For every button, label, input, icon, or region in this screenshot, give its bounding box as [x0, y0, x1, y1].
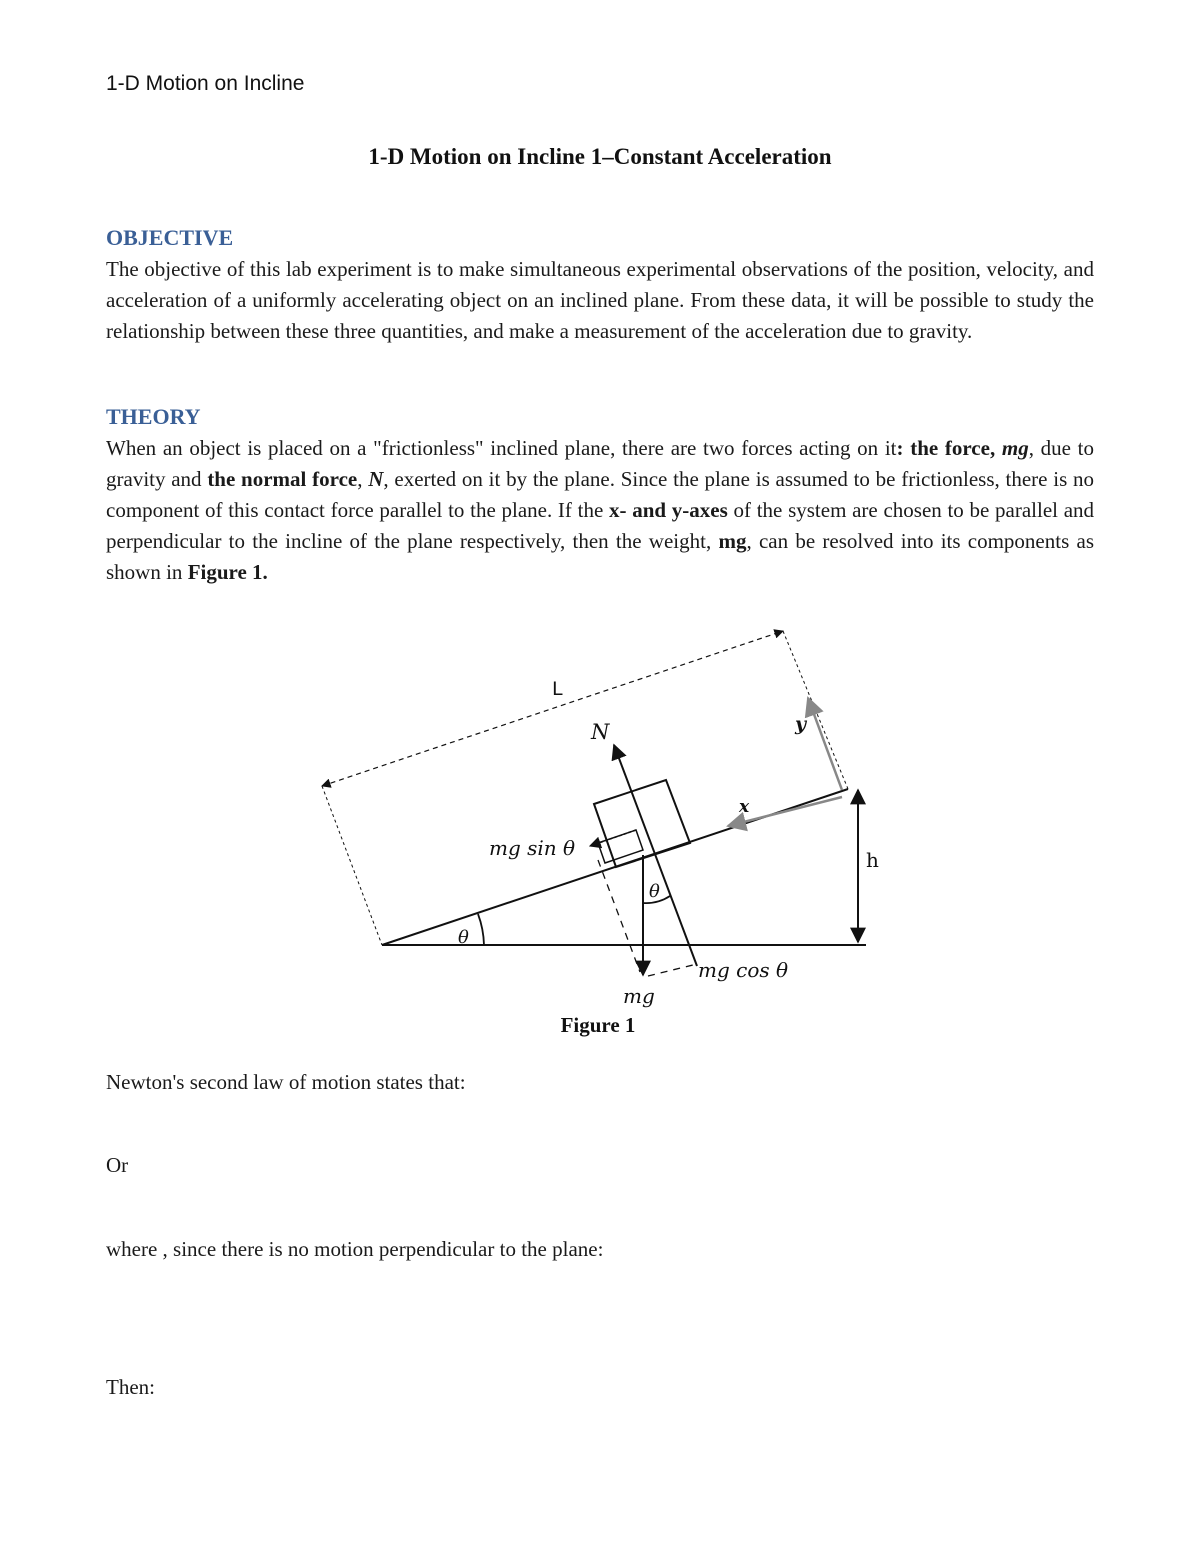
mg-cos-label: mg cos θ: [698, 958, 789, 982]
y-axis-arrow: [808, 698, 842, 790]
theory-N-term: N: [368, 467, 384, 491]
theory-y-term: y-axes: [671, 498, 728, 522]
incline-diagram: [300, 615, 900, 1015]
objective-paragraph: The objective of this lab experiment is to make simultaneous experimental observations of the position, velocity, and acceleration of a uniformly accelerating object on an inclined plane. From these data, it will be possible to study the relationship between these three quantities, and make a measurement of the acceleration due to gravity.: [106, 257, 1094, 343]
L-extension-left: [322, 786, 382, 945]
theory-heading: THEORY: [106, 404, 201, 429]
running-header: 1-D Motion on Incline: [106, 72, 305, 95]
where-line: where , since there is no motion perpendicular to the plane:: [106, 1237, 604, 1261]
N-label: N: [591, 720, 610, 744]
theory-mg2-term: mg: [718, 529, 747, 553]
h-label: h: [866, 848, 879, 872]
theta-base-label: θ: [458, 927, 469, 948]
mg-label: mg: [623, 984, 655, 1008]
component-dash-bottom: [648, 964, 697, 976]
theory-text: , can be resolved into its components as shown in: [106, 529, 1095, 584]
then-line: Then:: [106, 1375, 155, 1399]
theory-text: of the system are chosen to be parallel and perpendicular to the incline of the plane respectively, then the weight,: [106, 498, 1095, 553]
component-dash-left: [598, 860, 640, 972]
x-label: x: [739, 797, 750, 817]
theory-x-term: x-: [609, 498, 627, 522]
document-title: 1-D Motion on Incline 1–Constant Acceleration: [368, 144, 832, 169]
theory-text: , due to gravity and: [106, 436, 1095, 491]
block: [594, 780, 690, 867]
theory-paragraph: [106, 433, 1094, 588]
newton-line: Newton's second law of motion states that:: [106, 1070, 466, 1094]
theory-text: When an object is placed on a "frictionless" inclined plane, there are two forces acting on it: [106, 436, 897, 460]
objective-heading: OBJECTIVE: [106, 225, 234, 250]
y-label: y: [795, 713, 807, 735]
theory-normal-term: the normal force: [207, 467, 358, 491]
theory-mg-term: mg: [1001, 436, 1029, 460]
theory-and-term: and: [632, 498, 667, 522]
or-line: Or: [106, 1153, 129, 1177]
L-extension-right: [783, 631, 848, 789]
mg-sin-label: mg sin θ: [489, 836, 576, 860]
theory-colon: :: [896, 436, 904, 460]
L-label: L: [552, 678, 563, 700]
theta-mg-label: θ: [649, 881, 660, 902]
theory-force-term: the force,: [910, 436, 996, 460]
L-dimension-line: [322, 631, 783, 786]
theory-text: , exerted on it by the plane. Since the plane is assumed to be frictionless, there is no component of this contact force parallel to the plane. If the: [106, 467, 1095, 522]
theory-text: ,: [357, 467, 363, 491]
figure-caption-text: Figure 1: [560, 1013, 636, 1037]
theory-figure-ref: Figure 1.: [187, 560, 268, 584]
figure-caption: [0, 1013, 1200, 1038]
theta-arc-base: [478, 914, 484, 945]
